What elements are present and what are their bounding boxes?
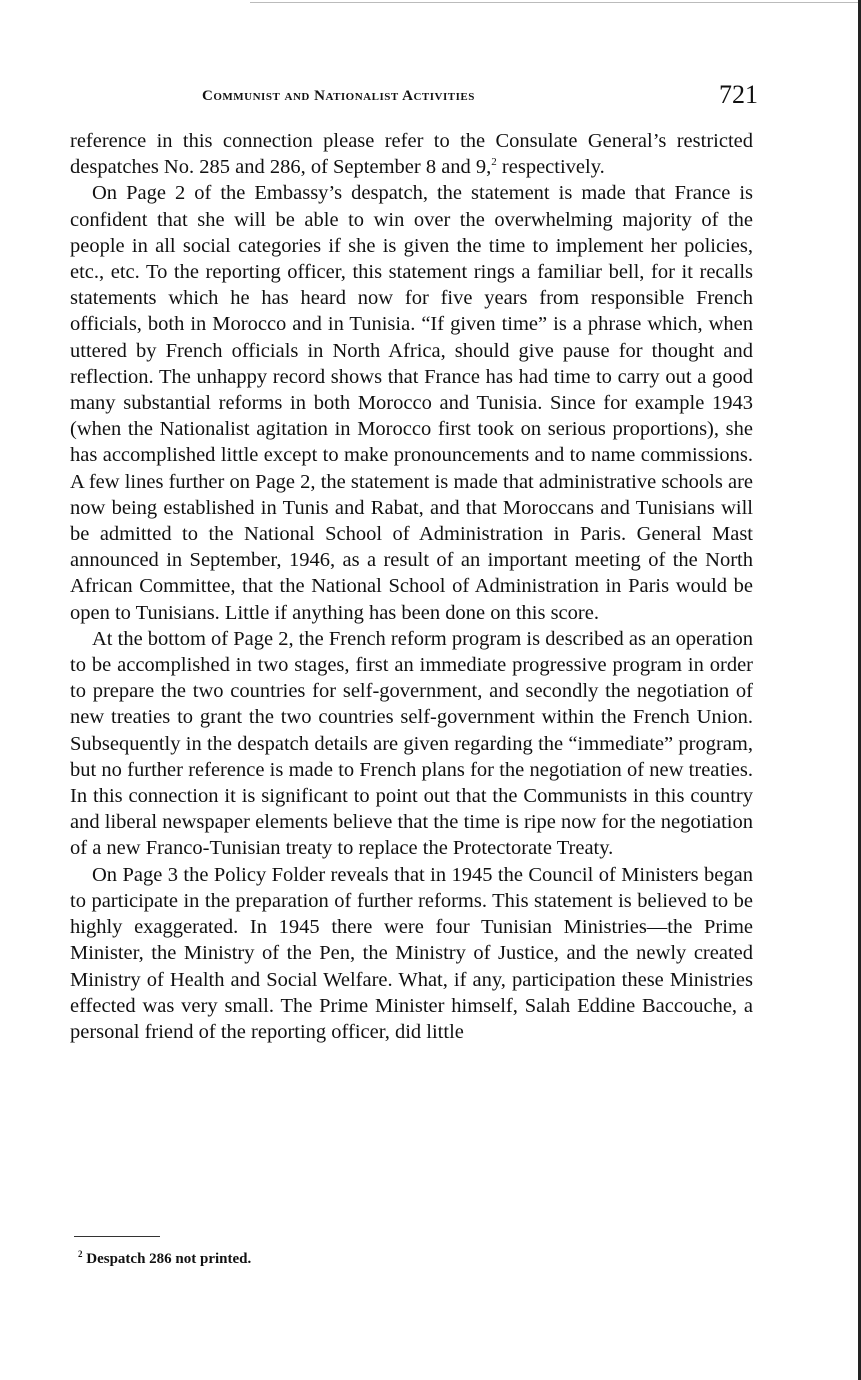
footnote-reference: 2 [491, 156, 497, 169]
paragraph-3: At the bottom of Page 2, the French reform program is described as an operation to be accomplished in two stages, first an immediate progressive program in order to prepare the two countries for self-government, and secondly the negotiation of new treaties to grant the two countries self-government within the French Union. Subsequently in the despatch details are given regarding the “immediate” program, but no further reference is made to French plans for the negotiation of new treaties. In this connection it is significant to point out that the Communists in this country and liberal newspaper elements believe that the time is ripe now for the negotiation of a new Franco-Tunisian treaty to replace the Protectorate Treaty. [70, 627, 753, 860]
footnote-mark: 2 [78, 1249, 83, 1259]
running-head: Communist and Nationalist Activities [202, 88, 475, 104]
footnote-rule [74, 1236, 160, 1237]
scan-edge-rule [250, 2, 861, 3]
page-header [70, 80, 758, 114]
paragraph-1-text-a: reference in this connection please refer to the Consulate General’s restricted despatches No. 285 and 286, of September 8 and 9, [70, 130, 753, 179]
footnote [78, 1251, 251, 1268]
paragraph-4: On Page 3 the Policy Folder reveals that in 1945 the Council of Ministers began to participate in the preparation of further reforms. This statement is believed to be highly exaggerated. In 1945 there were four Tunisian Ministries—the Prime Minister, the Ministry of the Pen, the Ministry of Justice, and the newly created Ministry of Health and Social Welfare. What, if any, participation these Ministries effected was very small. The Prime Minister himself, Salah Eddine Baccouche, a personal friend of the reporting officer, did little [70, 863, 753, 1043]
body-text [70, 128, 753, 1045]
paragraph-1-text-b: respectively. [496, 156, 605, 179]
page-number: 721 [719, 80, 758, 109]
footnote-text: Despatch 286 not printed. [86, 1251, 252, 1267]
paragraph-2: On Page 2 of the Embassy’s despatch, the statement is made that France is confident that she will be able to win over the overwhelming majority of the people in all social categories if she is given the time to implement her policies, etc., etc. To the reporting officer, this statement rings a familiar bell, for it recalls statements which he has heard now for five years from responsible French officials, both in Morocco and in Tunisia. “If given time” is a phrase which, when uttered by French officials in North Africa, should give pause for thought and reflection. The unhappy record shows that France has had time to carry out a good many substantial reforms in both Morocco and Tunisia. Since for example 1943 (when the Nationalist agitation in Morocco first took on serious proportions), she has accomplished little except to make pronouncements and to name commissions. A few lines further on Page 2, the statement is made that administrative schools are now being established in Tunis and Rabat, and that Moroccans and Tunisians will be admitted to the National School of Administration in Paris. General Mast announced in September, 1946, as a result of an important meeting of the North African Committee, that the National School of Administration in Paris would be open to Tunisians. Little if anything has been done on this score. [70, 182, 753, 624]
paragraph-1 [70, 128, 753, 180]
